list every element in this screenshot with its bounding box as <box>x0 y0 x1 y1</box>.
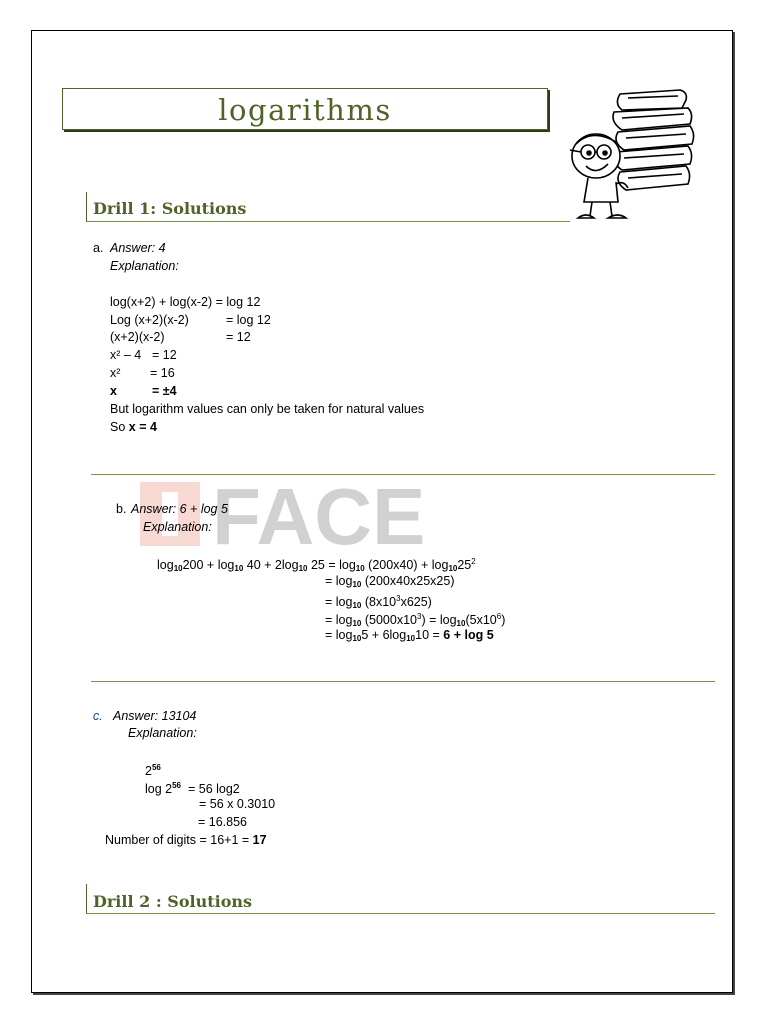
a-step-6-left: x <box>110 384 117 398</box>
divider-1 <box>91 474 715 475</box>
c-step-1: $2^{56}$ <box>145 763 161 778</box>
a-step-5-left: x² <box>110 366 121 380</box>
a-step-2-right: = log 12 <box>226 313 271 327</box>
watermark-text: FACE <box>212 478 426 550</box>
marker-b: b. <box>116 502 127 516</box>
answer-a: Answer: 4 <box>110 241 166 255</box>
page-title: logarithms <box>218 93 392 127</box>
explanation-c: Explanation: <box>128 726 197 740</box>
a-step-5-right: = 16 <box>150 366 175 380</box>
answer-c: Answer: 13104 <box>113 709 197 723</box>
b-step-1: $\log_{10}200 + \log_{10} 40 + 2\log_{10}$ $25 = \log_{10} (200x40) + \log_{10}25^2$ <box>157 557 476 573</box>
drill2-heading: Drill 2 : Solutions <box>86 884 715 914</box>
marker-c: c. <box>93 709 103 723</box>
divider-2 <box>91 681 715 682</box>
b-step-3: = $\log_{10} (8x10^3x625)$ <box>325 594 432 610</box>
a-conclusion: So x = 4 <box>110 420 157 434</box>
marker-a: a. <box>93 241 104 255</box>
a-note: But logarithm values can only be taken for natural values <box>110 402 425 416</box>
c-step-3: = 56 x 0.3010 <box>199 797 276 811</box>
drill1-heading: Drill 1: Solutions <box>86 192 570 222</box>
c-conclusion: Number of digits = 16+1 = 17 <box>105 833 267 847</box>
student-with-books-illustration <box>562 84 702 226</box>
b-step-5: = $\log_{10}5 + 6\log_{10}10 = 6 + \log 5$ <box>325 628 494 643</box>
a-step-3-right: = 12 <box>226 330 251 344</box>
explanation-b: Explanation: <box>143 520 212 534</box>
answer-b: Answer: 6 + log 5 <box>131 502 228 516</box>
a-step-2-left: Log (x+2)(x-2) <box>110 313 189 327</box>
b-step-2: = $\log_{10} (200x40x25x25)$ <box>325 574 455 589</box>
a-step-3-left: (x+2)(x-2) <box>110 330 165 344</box>
a-step-6-right: = ±4 <box>152 384 177 398</box>
c-step-2: $\log 2^{56} = 56$ log2 <box>145 781 240 796</box>
c-step-4: = 16.856 <box>198 815 248 829</box>
b-step-4: = $\log_{10} (5000x10^3) = \log_{10}(5x10^6)$ <box>325 612 506 628</box>
a-step-4-left: x² – 4 <box>110 348 142 362</box>
a-step-1: log(x+2) + log(x-2) = log 12 <box>110 295 261 309</box>
title-box <box>62 88 548 130</box>
a-step-4-right: = 12 <box>152 348 177 362</box>
explanation-a: Explanation: <box>110 259 179 273</box>
